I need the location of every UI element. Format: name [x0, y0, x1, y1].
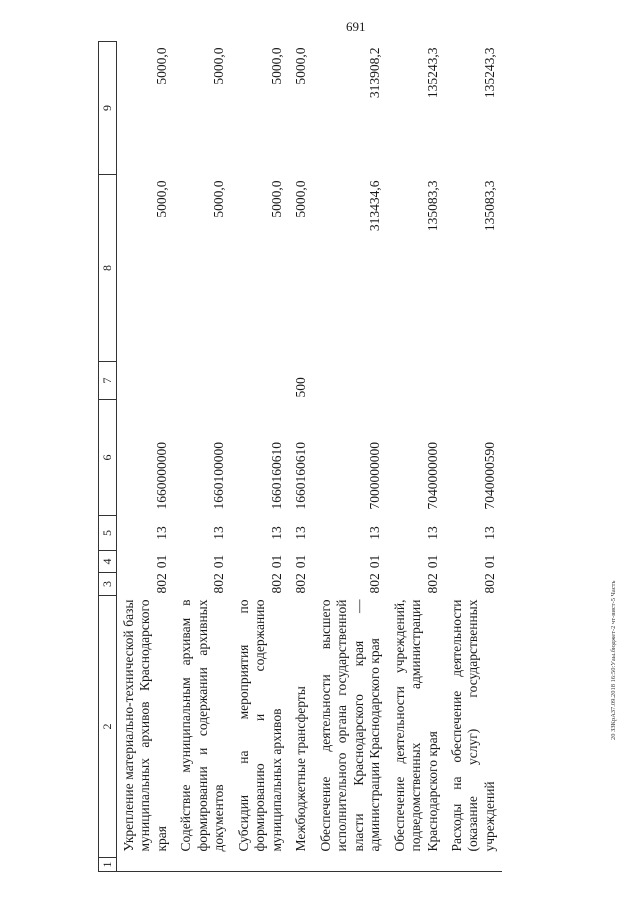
row-section: 01 — [481, 554, 497, 569]
row-expense-type: 500 — [293, 377, 309, 398]
row-amount-year-1: 5000,0 — [153, 180, 169, 218]
row-target-article: 7040000590 — [481, 442, 497, 510]
table-body — [99, 42, 503, 872]
row-amount-year-2: 135243,3 — [481, 47, 497, 99]
row-subsection: 13 — [153, 526, 169, 540]
row-amount-year-2: 5000,0 — [211, 47, 227, 85]
row-target-article: 7000000000 — [367, 442, 383, 510]
row-section: 01 — [293, 554, 309, 569]
table-row — [445, 42, 502, 872]
row-target-article: 7040000000 — [424, 442, 440, 510]
table-row — [314, 42, 388, 872]
row-amount-year-2: 5000,0 — [153, 47, 169, 85]
row-expense-type — [174, 362, 231, 400]
header-col-9: 9 — [99, 42, 117, 175]
table-row — [232, 42, 289, 872]
row-expense-type — [388, 362, 445, 400]
row-subsection: 13 — [367, 526, 383, 540]
row-col-1 — [174, 858, 231, 872]
row-col-1 — [388, 858, 445, 872]
row-code-ministry: 802 — [424, 573, 440, 594]
table-row — [388, 42, 445, 872]
row-amount-year-1: 5000,0 — [268, 180, 284, 218]
header-col-4: 4 — [99, 551, 117, 573]
header-col-1: 1 — [99, 858, 117, 872]
row-name: Расходы на обеспечение деятельности (оказание услуг) государственных учреждений — [448, 599, 497, 852]
row-subsection: 13 — [424, 526, 440, 540]
row-code-ministry: 802 — [293, 573, 309, 594]
row-expense-type — [314, 362, 388, 400]
row-col-1 — [445, 858, 502, 872]
row-amount-year-1: 135083,3 — [481, 180, 497, 232]
row-code-ministry: 802 — [268, 573, 284, 594]
row-amount-year-1: 5000,0 — [211, 180, 227, 218]
row-col-1 — [232, 858, 289, 872]
row-subsection: 13 — [293, 526, 309, 540]
row-code-ministry: 802 — [153, 573, 169, 594]
row-amount-year-2: 5000,0 — [268, 47, 284, 85]
table-row — [117, 42, 175, 872]
row-name: Обеспечение деятельности высшего исполнительного органа государственной власти Краснодарского края — администрации Краснодарского края — [317, 599, 383, 852]
row-col-1 — [314, 858, 388, 872]
row-section: 01 — [424, 554, 440, 569]
row-name: Межбюджетные трансферты — [293, 686, 309, 852]
row-expense-type — [117, 362, 175, 400]
row-amount-year-1: 5000,0 — [293, 180, 309, 218]
row-amount-year-2: 313908,2 — [367, 47, 383, 99]
row-subsection: 13 — [481, 526, 497, 540]
row-col-1 — [289, 858, 313, 872]
row-amount-year-2: 5000,0 — [293, 47, 309, 85]
table-row — [289, 42, 313, 872]
row-name: Субсидии на мероприятия по формированию и содержанию муниципальных архивов — [235, 599, 284, 852]
header-col-2: 2 — [99, 596, 117, 858]
row-target-article: 1660160610 — [268, 442, 284, 510]
row-subsection: 13 — [268, 526, 284, 540]
header-col-3: 3 — [99, 573, 117, 596]
row-section: 01 — [367, 554, 383, 569]
row-section: 01 — [153, 554, 169, 569]
header-row — [99, 42, 117, 872]
rotated-table-container — [98, 42, 598, 872]
header-col-8: 8 — [99, 175, 117, 362]
row-col-1 — [117, 858, 175, 872]
header-col-6: 6 — [99, 400, 117, 516]
row-amount-year-1: 135083,3 — [424, 180, 440, 232]
row-name: Содействие муниципальным архивам в формировании и содержании архивных документов — [178, 599, 227, 852]
row-amount-year-2: 135243,3 — [424, 47, 440, 99]
header-col-5: 5 — [99, 516, 117, 551]
side-note: 20 ЗЗКрАЗ7.09.2018 16:50:Уаы.бюджет-2 чт-вист-5 Часть — [610, 580, 617, 740]
row-name: Обеспечение деятельности учреждений, подведомственных администрации Краснодарского края — [391, 599, 440, 852]
row-expense-type — [232, 362, 289, 400]
row-code-ministry: 802 — [481, 573, 497, 594]
row-expense-type — [445, 362, 502, 400]
row-target-article: 1660100000 — [211, 442, 227, 510]
row-name: Укрепление материально-технической базы муниципальных архивов Краснодарского края — [121, 599, 169, 852]
page-number: 691 — [346, 19, 366, 34]
row-section: 01 — [268, 554, 284, 569]
row-section: 01 — [211, 554, 227, 569]
row-subsection: 13 — [211, 526, 227, 540]
row-target-article: 1660000000 — [153, 442, 169, 510]
row-target-article: 1660160610 — [293, 442, 309, 510]
table-row — [174, 42, 231, 872]
row-amount-year-1: 313434,6 — [367, 180, 383, 232]
budget-table — [98, 41, 502, 872]
row-code-ministry: 802 — [211, 573, 227, 594]
row-code-ministry: 802 — [367, 573, 383, 594]
header-col-7: 7 — [99, 362, 117, 400]
